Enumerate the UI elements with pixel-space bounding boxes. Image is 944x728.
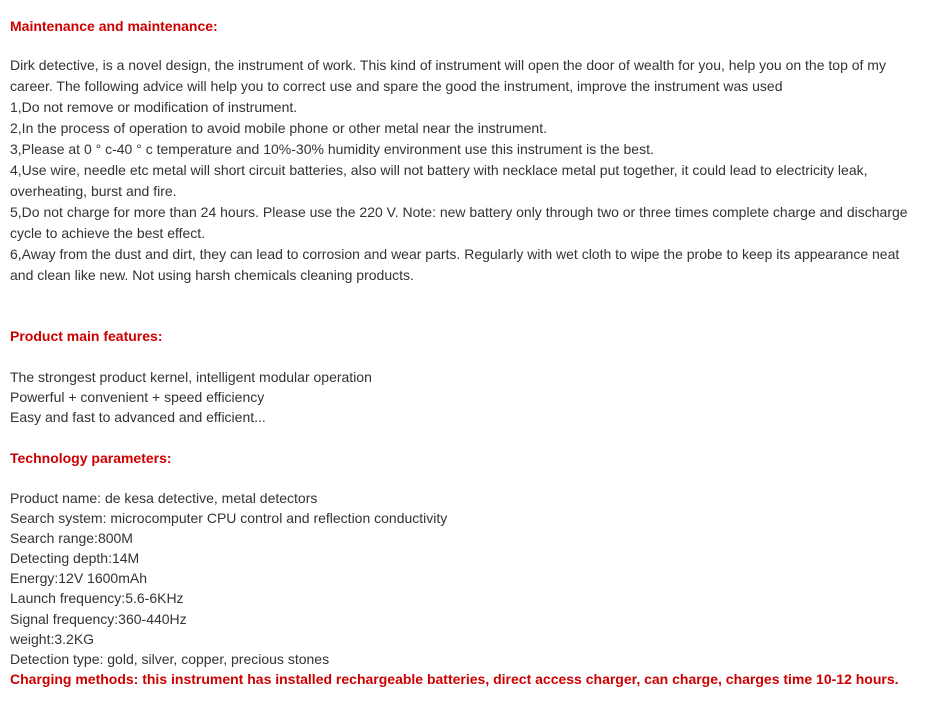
maintenance-line: 6,Away from the dust and dirt, they can lead to corrosion and wear parts. Regularly with wet cloth to wipe the probe to keep its appearance neat — [10, 246, 900, 262]
features-line: Easy and fast to advanced and efficient... — [10, 409, 266, 425]
maintenance-line: 4,Use wire, needle etc metal will short circuit batteries, also will not battery with necklace metal put together, it could lead to electricity leak, — [10, 162, 868, 178]
technology-body — [10, 488, 930, 669]
technology-line: Detection type: gold, silver, copper, precious stones — [10, 650, 330, 667]
technology-line: Signal frequency:360-440Hz — [10, 610, 187, 627]
technology-line: Product name: de kesa detective, metal detectors — [10, 490, 318, 506]
maintenance-line: and clean like new. Not using harsh chemicals cleaning products. — [10, 267, 414, 283]
technology-line: Detecting depth:14M — [10, 550, 140, 567]
technology-heading: Technology parameters: — [10, 450, 172, 466]
technology-line: Search system: microcomputer CPU control and reflection conductivity — [10, 510, 448, 527]
maintenance-line: overheating, burst and fire. — [10, 183, 177, 199]
technology-line: Energy:12V 1600mAh — [10, 570, 147, 587]
features-heading: Product main features: — [10, 328, 163, 344]
maintenance-line: cycle to achieve the best effect. — [10, 225, 206, 241]
charging-methods-text: Charging methods: this instrument has installed rechargeable batteries, direct access charger, can charge, charges time 10-12 hours. — [10, 671, 899, 687]
technology-line: Search range:800M — [10, 530, 133, 547]
maintenance-body — [10, 55, 930, 286]
features-line: Powerful + convenient + speed efficiency — [10, 389, 265, 405]
technology-line: weight:3.2KG — [10, 630, 95, 647]
features-line: The strongest product kernel, intelligent modular operation — [10, 369, 372, 385]
maintenance-line: Dirk detective, is a novel design, the instrument of work. This kind of instrument will open the door of wealth for you, help you on the top of my — [10, 57, 886, 73]
features-body — [10, 367, 930, 427]
maintenance-line: 5,Do not charge for more than 24 hours. Please use the 220 V. Note: new battery only through two or three times complete charge and discharge — [10, 204, 908, 220]
maintenance-line: 1,Do not remove or modification of instrument. — [10, 99, 298, 115]
maintenance-line: career. The following advice will help you to correct use and spare the good the instrument, improve the instrument was used — [10, 78, 783, 94]
maintenance-line: 3,Please at 0 ° c-40 ° c temperature and 10%-30% humidity environment use this instrument is the best. — [10, 141, 654, 157]
maintenance-line: 2,In the process of operation to avoid mobile phone or other metal near the instrument. — [10, 120, 547, 136]
maintenance-heading: Maintenance and maintenance: — [10, 18, 218, 34]
technology-line: Launch frequency:5.6-6KHz — [10, 590, 184, 607]
